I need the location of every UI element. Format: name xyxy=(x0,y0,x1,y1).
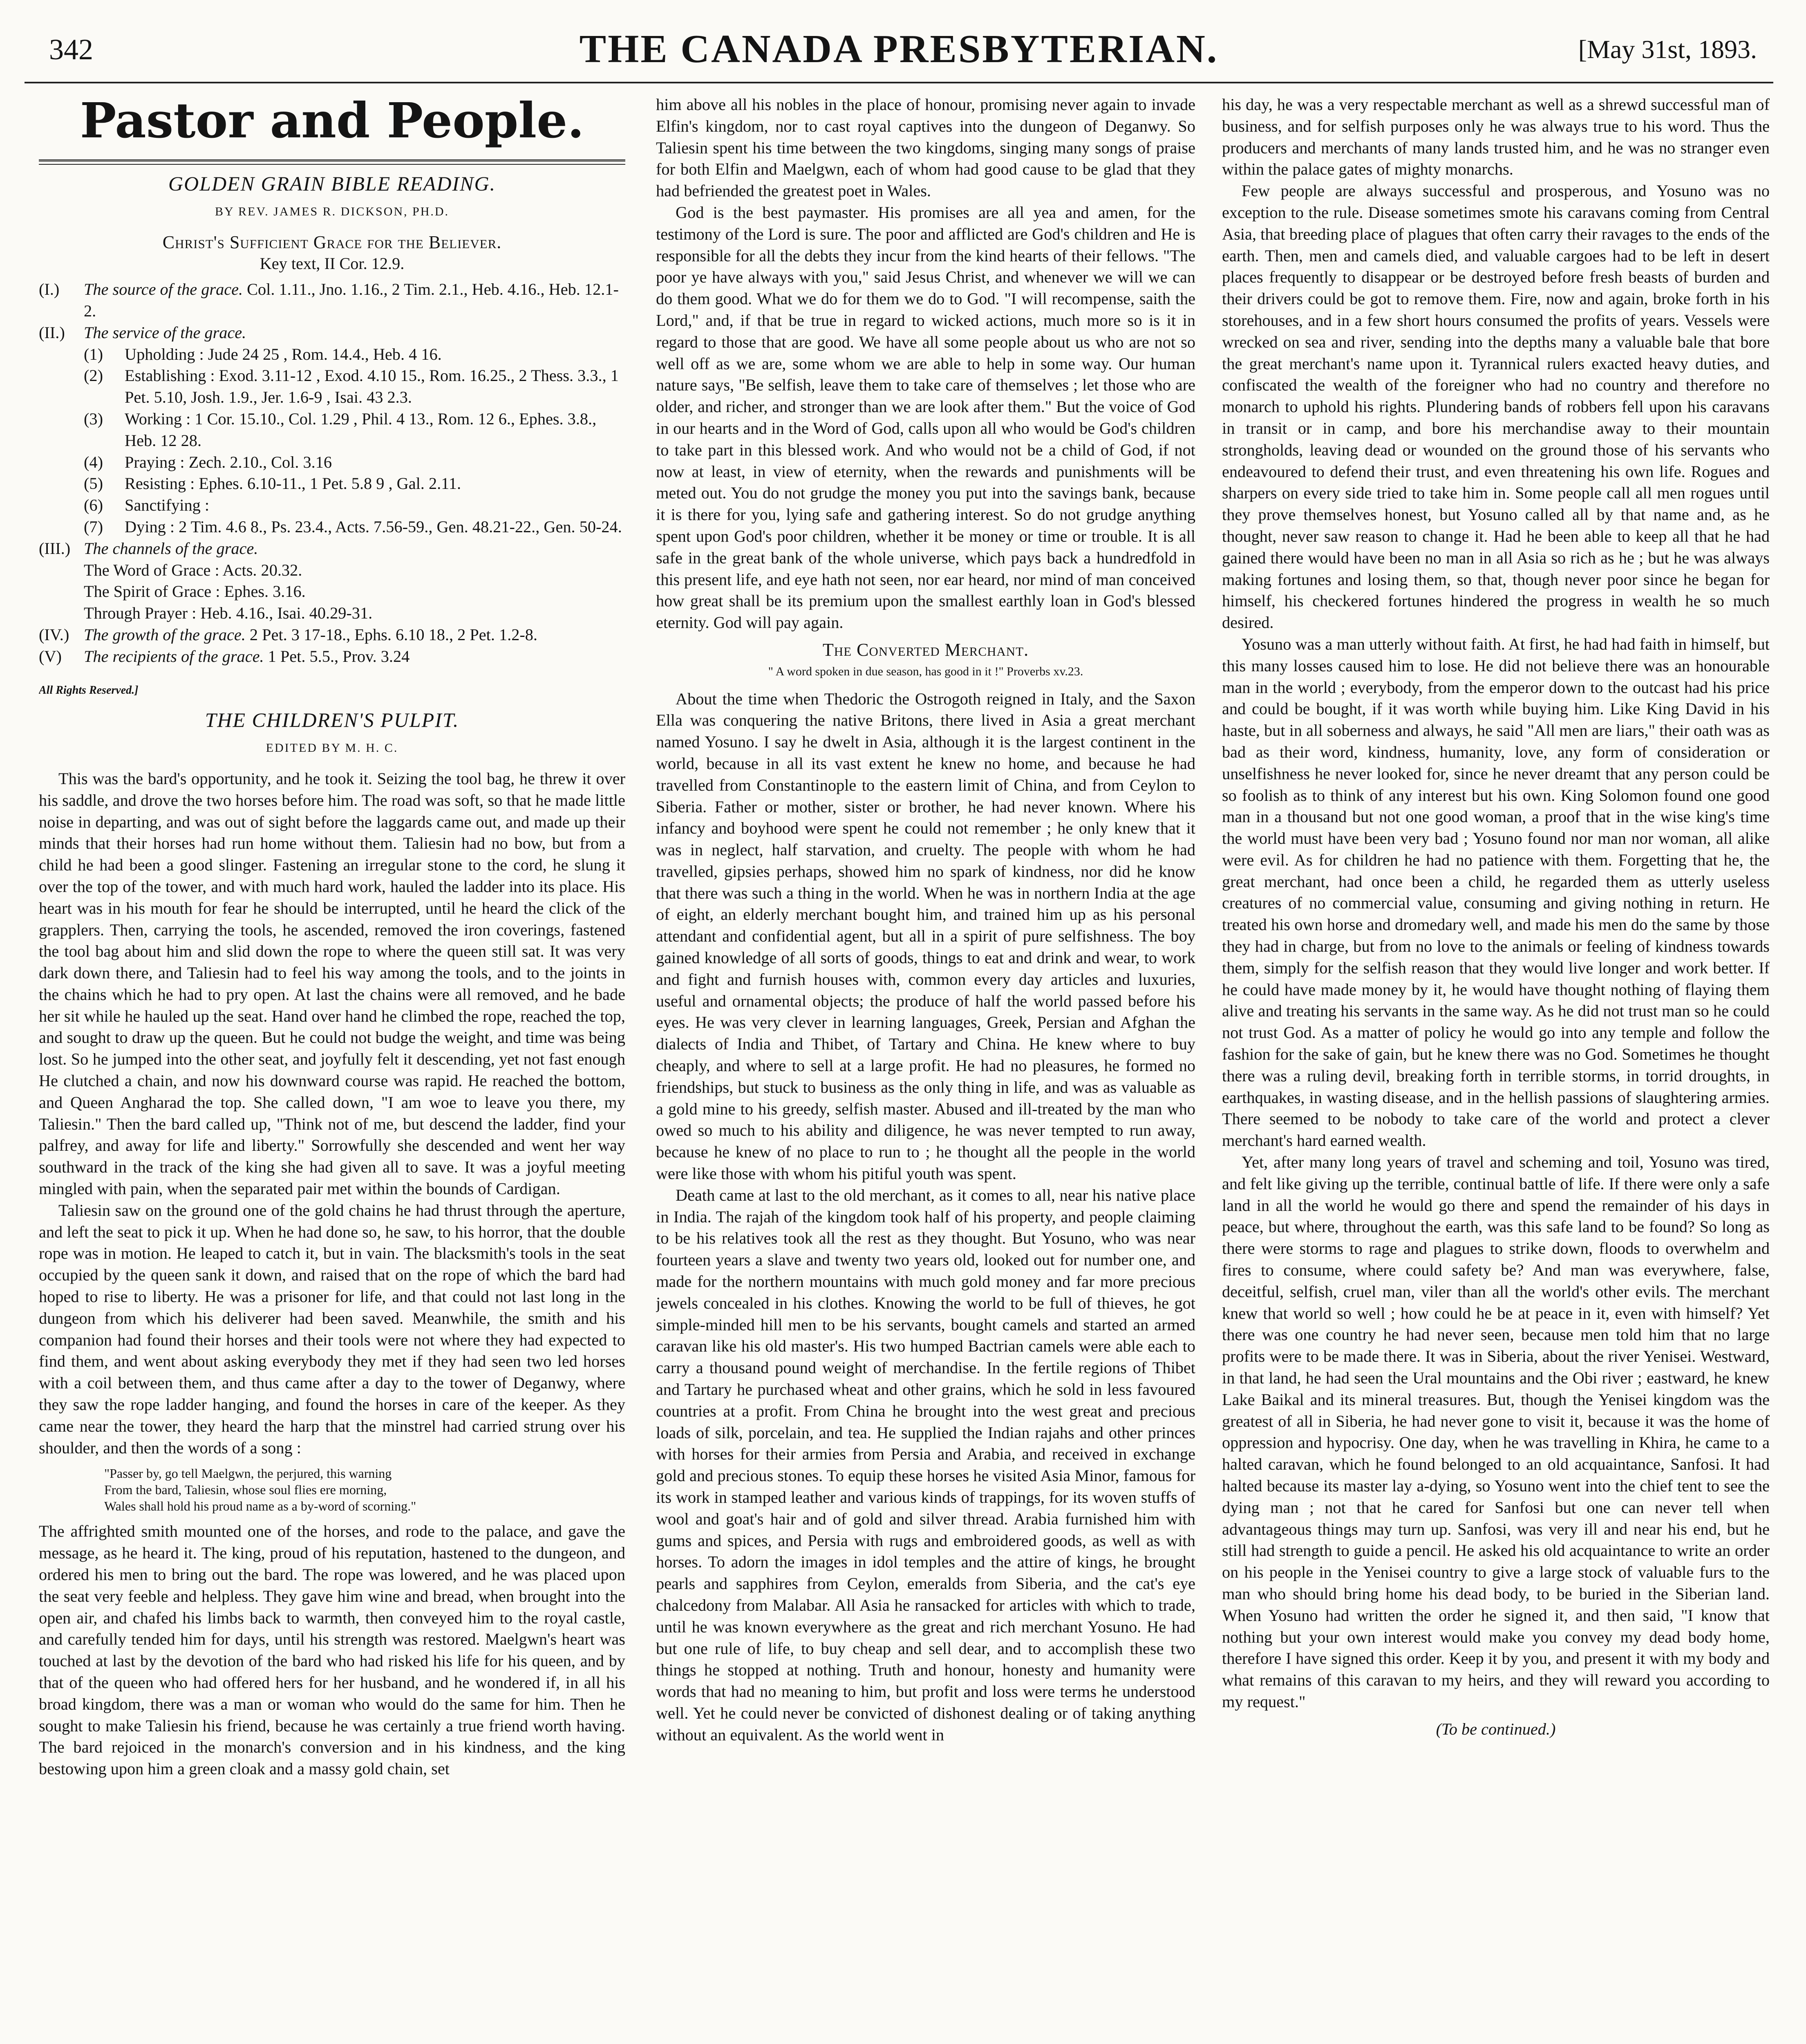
article-paragraph: his day, he was a very respectable merchant as well as a shrewd successful man of business, and for selfish purposes only he was always true to his word. Thus the producers and merchants of many lands trusted him, and he was no stranger even within the palace gates of mighty monarchs. xyxy=(1222,95,1770,179)
childrens-pulpit-byline: EDITED BY M. H. C. xyxy=(266,741,398,755)
channel-item: The Spirit of Grace : Ephes. 3.16. xyxy=(84,582,306,601)
outline-item: (II.) The service of the grace. xyxy=(39,323,246,342)
motto: " A word spoken in due season, has good in it !" Proverbs xv.23. xyxy=(768,664,1083,678)
poem: "Passer by, go tell Maelgwn, the perjured, this warning From the bard, Taliesin, whose soul flies ere morning, Wales shall hold his proud name as a by-word of scorning." xyxy=(104,1466,416,1514)
masthead xyxy=(25,25,1773,83)
outline-list xyxy=(39,624,625,668)
article-paragraph: Yosuno was a man utterly without faith. At first, he had had faith in himself, but this many losses caused him to lose. He did not believe there was an honourable man in the world ; everybody, from the emperor down to the outcast had his price and could be bought, if it was worth while buying him. Like King David in his haste, but in all soberness and always, he said "All men are liars," their oath was as bad as their word, kindness, humanity, love, any form of consideration or unselfishness he never looked for, since he never dreamt that any person could be so foolish as to think of any interest but his own. King Solomon found one good man in a thousand but not one good woman, a proof that in the wise king's time the world must have been very bad ; Yosuno found nor man nor woman, all alike were evil. As for children he had no patience with them. Forgetting that he, the great merchant, had once been a child, he regarded them as utterly useless creatures of no commercial value, consuming and giving nothing in return. He treated his own horse and dromedary well, and made his men do the same by those they had in charge, but from no love to the animals or feeling of kindness towards them, simply for the selfish reason that they would live longer and work better. If he could have made money by it, he would have thought nothing of flaying them alive and treating his servants in the same way. As he did not trust man so he could not trust God. As a matter of policy he would go into any temple and follow the fashion for the sake of gain, but he knew there was no God. Sometimes he thought there was a ruling devil, breaking forth in terrible storms, in torrid droughts, in earthquakes, in wasting disease, and in the hellish passions of slaughtering armies. There seemed to be nobody to take care of the world and protect a clever merchant's hard earned wealth. xyxy=(1222,634,1770,1150)
outline-item: (III.) The channels of the grace. xyxy=(39,539,258,558)
column-3 xyxy=(1222,94,1770,2044)
converted-merchant-heading: The Converted Merchant. xyxy=(822,639,1029,660)
issue-date: [May 31st, 1893. xyxy=(1578,35,1757,64)
outline-item: (IV.) The growth of the grace. 2 Pet. 3 17-18., Ephs. 6.10 18., 2 Pet. 1.2-8. xyxy=(39,625,537,644)
article-paragraph: God is the best paymaster. His promises are all yea and amen, for the testimony of the Lord is sure. The poor and afflicted are God's children and He is responsible for all the debts they incur from the kind hearts of their fellows. "The poor ye have always with you," said Jesus Christ, and whenever we will we can do them good. What we do for them we do to God. "I will recompense, saith the Lord," and, if that be true in regard to wicked actions, much more so is it in regard to those that are good. We have all some people about us who are not so well off as we are, some whom we are able to help in some way. Our human nature says, "Be selfish, leave them to take care of themselves ; let those who are older, and richer, and stronger than we are look after them." But the voice of God in our hearts and in the Word of God, calls upon all who would be God's children to take part in this blessed work. And who would not be a child of God, if not now at least, in view of eternity, when the rewards and punishments will be meted out. You do not grudge the money you put into the savings bank, because it is there for you, lying safe and gathering interest. So do not grudge anything spent upon God's poor children, whether it be money or time or trouble. It is all safe in the great bank of the whole universe, which pays back a hundredfold in this present life, and eye hath not seen, nor ear heard, nor mind of man conceived how great shall be its premium upon the smallest earthly loan in God's blessed eternity. God will pay again. xyxy=(656,203,1195,632)
service-item: (1) Upholding : Jude 24 25 , Rom. 14.4., Heb. 4 16. xyxy=(84,345,442,363)
service-item: (7) Dying : 2 Tim. 4.6 8., Ps. 23.4., Acts. 7.56-59., Gen. 48.21-22., Gen. 50-24. xyxy=(84,517,622,536)
column-2 xyxy=(656,94,1195,2044)
channel-item: The Word of Grace : Acts. 20.32. xyxy=(84,560,302,579)
article-paragraph: Few people are always successful and prosperous, and Yosuno was no exception to the rule. Disease sometimes smote his caravans coming from Central Asia, that breeding place of plagues that often carry their ravages to the ends of the earth. Then, men and camels died, and valuable cargoes had to be left in desert places frequently to disappear or be destroyed before fresh beasts of burden and their drivers could be got to remove them. Fire, now and again, broke forth in his storehouses, and in a few short hours consumed the profits of years. Vessels were wrecked on sea and river, sending into the depths many a valuable bale that bore the great merchant's name upon it. Tyrannical rulers exacted heavy duties, and confiscated the wealth of the foreigner who had no country and therefore no monarch to uphold his rights. Plundering bands of robbers fell upon his caravans in transit or in camp, and bore his merchandise away to their mountain strongholds, leaving dead or wounded on the ground those of his servants who endeavoured to defend their trust, and even threatening his own life. Rogues and sharpers on every side tried to take him in. Some people call all men rogues until they prove themselves honest, but Yosuno called all by that name and, as he thought, never saw reason to change it. Had he been able to keep all that he had gained there would have been no man in all Asia so rich as he ; but he was always making fortunes and losing them, so that, though never poor since he began for himself, his checkered fortunes hindered the progress in wealth he so much desired. xyxy=(1222,182,1770,632)
divider xyxy=(39,159,625,165)
article-paragraph: About the time when Thedoric the Ostrogoth reigned in Italy, and the Saxon Ella was conquering the native Britons, there lived in Asia a great merchant named Yosuno. I say he dwelt in Asia, although it is the largest continent in the world, because in all its vast extent he knew no home, and because he had travelled from Constantinople to the eastern limit of China, and from Ceylon to Siberia. Father or mother, sister or brother, he had never known. Where his infancy and boyhood were spent he could not remember ; he only knew that it was in neglect, half starvation, and cruelty. The people with whom he had travelled, gipsies perhaps, showed him no spark of kindness, nor did he know that there was such a thing in the world. When he was in northern India at the age of eight, an elderly merchant bought him, and trained him up as his personal attendant and confidential agent, but all in a spirit of pure selfishness. The boy gained knowledge of all sorts of goods, things to eat and drink and wear, to work and fight and furnish houses with, common every day articles and luxuries, useful and ornamental objects; the produce of half the world passed before his eyes. He was very clever in learning languages, Greek, Persian and Afghan the dialects of India and Thibet, of Tartary and China. He knew where to buy cheaply, and where to sell at a large profit. He had no pleasures, he formed no friendships, but stuck to business as the only thing in life, and was as valuable as a gold mine to his greedy, selfish master. Abused and ill-treated by the man who owed so much to his ability and diligence, he was never tempted to run away, because he knew of no place to run to ; he thought all the people in the world were like those with whom his pitiful youth was spent. xyxy=(656,689,1195,1183)
outline-list xyxy=(39,279,625,343)
service-list xyxy=(84,344,625,538)
service-item: (2) Establishing : Exod. 3.11-12 , Exod. 4.10 15., Rom. 16.25., 2 Thess. 3.3., 1 Pet. 5.10, Josh. 1.9., Jer. 1.6-9 , Isai. 43 2.3. xyxy=(84,366,619,407)
newspaper-title: THE CANADA PRESBYTERIAN. xyxy=(579,27,1219,71)
article-paragraph: This was the bard's opportunity, and he took it. Seizing the tool bag, he threw it over his saddle, and drove the two horses before him. The road was soft, so that he made little noise in departing, and was out of sight before the laggards came out, and made up their minds that their horses had run home without them. Taliesin had no bow, but from a child he had been a good slinger. Fastening an irregular stone to the cord, he slung it over the top of the tower, and with much hard work, hauled the ladder into its place. His heart was in his mouth for fear he should be interrupted, until he heard the click of the grapplers. Then, carrying the tools, he ascended, removed the iron coverings, fastened the tool bag about him and slid down the rope to where the queen still sat. It was very dark down there, and Taliesin had to feel his way among the tools, and to the joints in the chains which he had to pry open. At last the chains were all removed, and he bade her sit while he hauled up the seat. Hand over hand he climbed the rope, reached the top, and sought to draw up the queen. But he could not budge the weight, and time was being lost. So he jumped into the other seat, and joyfully felt it descending, yet not fast enough He clutched a chain, and now his downward course was rapid. He reached the bottom, and Queen Angharad the top. She called down, "I am woe to leave you there, my Taliesin." Then the bard called up, "Think not of me, but descend the ladder, find your palfrey, and away for life and liberty." Sorrowfully she descended and went her way southward in the track of the king she had given all to save. It was a joyful meeting mingled with pain, when the separated pair met within the bounds of Cardigan. xyxy=(39,769,625,1198)
article-paragraph: The affrighted smith mounted one of the horses, and rode to the palace, and gave the message, as he heard it. The king, proud of his reputation, hastened to the dungeon, and ordered his men to bring out the bard. The rope was lowered, and he was placed upon the seat very feeble and helpless. They gave him wine and bread, when brought into the open air, and chafed his limbs back to warmth, then conveyed him to the royal castle, and carefully tended him for days, until his strength was restored. Maelgwn's heart was touched at last by the devotion of the bard who had risked his life for his queen, and by that of the queen who had offered hers for her husband, and he wondered if, in all his broad kingdom, there was a man or woman who would do the same for him. Then he sought to make Taliesin his friend, because he was certainly a true friend worth having. The bard rejoiced in the monarch's conversion and in his kindness, and the king bestowing upon him a green cloak and a massy gold chain, set xyxy=(39,1522,625,1778)
to-be-continued: (To be continued.) xyxy=(1436,1719,1556,1738)
channels-list xyxy=(84,560,625,624)
service-item: (6) Sanctifying : xyxy=(84,496,210,515)
channel-item: Through Prayer : Heb. 4.16., Isai. 40.29-31. xyxy=(84,604,373,623)
article-paragraph: Taliesin saw on the ground one of the gold chains he had thrust through the aperture, and left the seat to pick it up. When he had done so, he saw, to his horror, that the double rope was in motion. He leaped to catch it, but in vain. The blacksmith's tools in the seat occupied by the queen sank it down, and raised that on the rope of which the bard had hoped to rise to liberty. He was a prisoner for life, and that could not last long in the dungeon from which his deliverer had been saved. Meanwhile, the smith and his companion had found their horses and their tools were not where they had expected to find them, and went about asking everybody they met if they had seen two led horses with a coil between them, and thus came after a day to the tower of Deganwy, where they saw the rope ladder hanging, and found the horses in care of the keeper. As they came near the tower, they heard the harp that the minstrel had carried strung over his shoulder, and then the words of a song : xyxy=(39,1201,625,1457)
key-text: Key text, II Cor. 12.9. xyxy=(260,254,405,273)
article-paragraph: him above all his nobles in the place of honour, promising never again to invade Elfin's kingdom, nor to cast royal captives into the dungeon of Deganwy. So Taliesin spent his time between the two kingdoms, singing many songs of praise for both Elfin and Maelgwn, each of whom had good cause to be glad that they had befriended the greatest poet in Wales. xyxy=(656,95,1195,200)
outline-item: (V) The recipients of the grace. 1 Pet. 5.5., Prov. 3.24 xyxy=(39,647,410,666)
outline-item: (I.) The source of the grace. Col. 1.11., Jno. 1.16., 2 Tim. 2.1., Heb. 4.16., Heb. 12.1-2. xyxy=(39,280,619,320)
service-item: (3) Working : 1 Cor. 15.10., Col. 1.29 , Phil. 4 13., Rom. 12 6., Ephes. 3.8., Heb. 12 28. xyxy=(84,409,597,450)
bible-reading-subject: Christ's Sufficient Grace for the Believer. xyxy=(162,232,502,252)
article-paragraph: Death came at last to the old merchant, as it comes to all, near his native place in India. The rajah of the kingdom took half of his property, and people claiming to be his relatives took all the rest as they thought. But Yosuno, who was near fourteen years a slave and twenty two years old, looked out for number one, and made for the northern mountains with much gold money and far more precious jewels concealed in his clothes. Knowing the world to be full of thieves, he got simple-minded hill men to be his servants, bought camels and started an armed caravan like his old master's. His two humped Bactrian camels were able each to carry a thousand pound weight of merchandise. In the fertile regions of Thibet and Tartary he purchased wheat and other grains, which he sold in less favoured countries at a profit. From China he brought into the west great and precious loads of silk, porcelain, and tea. He supplied the Indian rajahs and other princes with horses for their armies from Persia and Arabia, and received in exchange gold and precious stones. To equip these horses he visited Asia Minor, famous for its work in stamped leather and various kinds of trappings, for its woven stuffs of wool and goat's hair and of gold and silver thread. Arabia furnished him with gums and spices, and Persia with rugs and embroidered goods, as well as with horses. To adorn the images in idol temples and the attire of kings, he brought pearls and sapphires from Ceylon, emeralds from Siberia, and the cat's eye chalcedony from Malabar. All Asia he ransacked for articles with which to trade, until he was known everywhere as the great and rich merchant Yosuno. He had but one rule of life, to buy cheap and sell dear, and to accomplish these two things he stopped at nothing. Truth and honour, honesty and humanity were words that had no meaning to him, but profit and loss were terms he understood well. Yet he could never be convicted of dishonest dealing or of taking anything without an equivalent. As the world went in xyxy=(656,1186,1195,1744)
bible-reading-heading: GOLDEN GRAIN BIBLE READING. xyxy=(168,172,496,195)
rights-notice: All Rights Reserved.] xyxy=(39,684,139,697)
service-item: (4) Praying : Zech. 2.10., Col. 3.16 xyxy=(84,453,332,471)
service-item: (5) Resisting : Ephes. 6.10-11., 1 Pet. 5.8 9 , Gal. 2.11. xyxy=(84,474,461,493)
article-paragraph: Yet, after many long years of travel and scheming and toil, Yosuno was tired, and felt like giving up the terrible, continual battle of life. If there were only a safe land in all the world he would go there and spend the remainder of his days in peace, but where, throughout the earth, was this safe land to be found? So long as there were storms to rage and plagues to strike down, floods to overwhelm and fires to consume, where could safety be? And man was everywhere, false, deceitful, selfish, cruel man, viler than all the world's other evils. The merchant knew that world so well ; how could he be at peace in it, even with himself? Yet there was one country he had never seen, because men told him that no large profits were to be made there. It was in Siberia, about the river Yenisei. Westward, in that land, he had seen the Ural mountains and the Obi river ; eastward, he knew Lake Baikal and its mineral treasures. But, though the Yenisei kingdom was the greatest of all in Siberia, he had never gone to visit it, because it was the home of oppression and hypocrisy. One day, when he was travelling in Khira, he came to a halted caravan, which he found belonged to an old acquaintance, Sanfosi. It had halted because its master lay a-dying, so Yosuno went into the chief tent to see the dying man ; not that he cared for Sanfosi but one can never tell when advantageous things may turn up. Sanfosi, was very ill and near his end, but he still had strength to guide a pencil. He asked his old acquaintance to write an order on his people in the Yenisei country to give a large stock of valuable furs to the man who should bring home his dead body, to be buried in the Siberian land. When Yosuno had written the order he signed it, and then said, "I know that nothing but your own interest would make you convey my dead body home, therefore I have signed this order. Keep it by you, and present it with my body and what remains of this caravan to my heirs, and they will reward you according to my request." xyxy=(1222,1153,1770,1711)
section-title: Pastor and People. xyxy=(80,94,584,149)
outline-list xyxy=(39,538,625,560)
column-1 xyxy=(39,94,625,2044)
childrens-pulpit-heading: THE CHILDREN'S PULPIT. xyxy=(205,708,459,732)
page-number: 342 xyxy=(49,33,93,66)
bible-reading-byline: BY REV. JAMES R. DICKSON, PH.D. xyxy=(215,204,450,218)
